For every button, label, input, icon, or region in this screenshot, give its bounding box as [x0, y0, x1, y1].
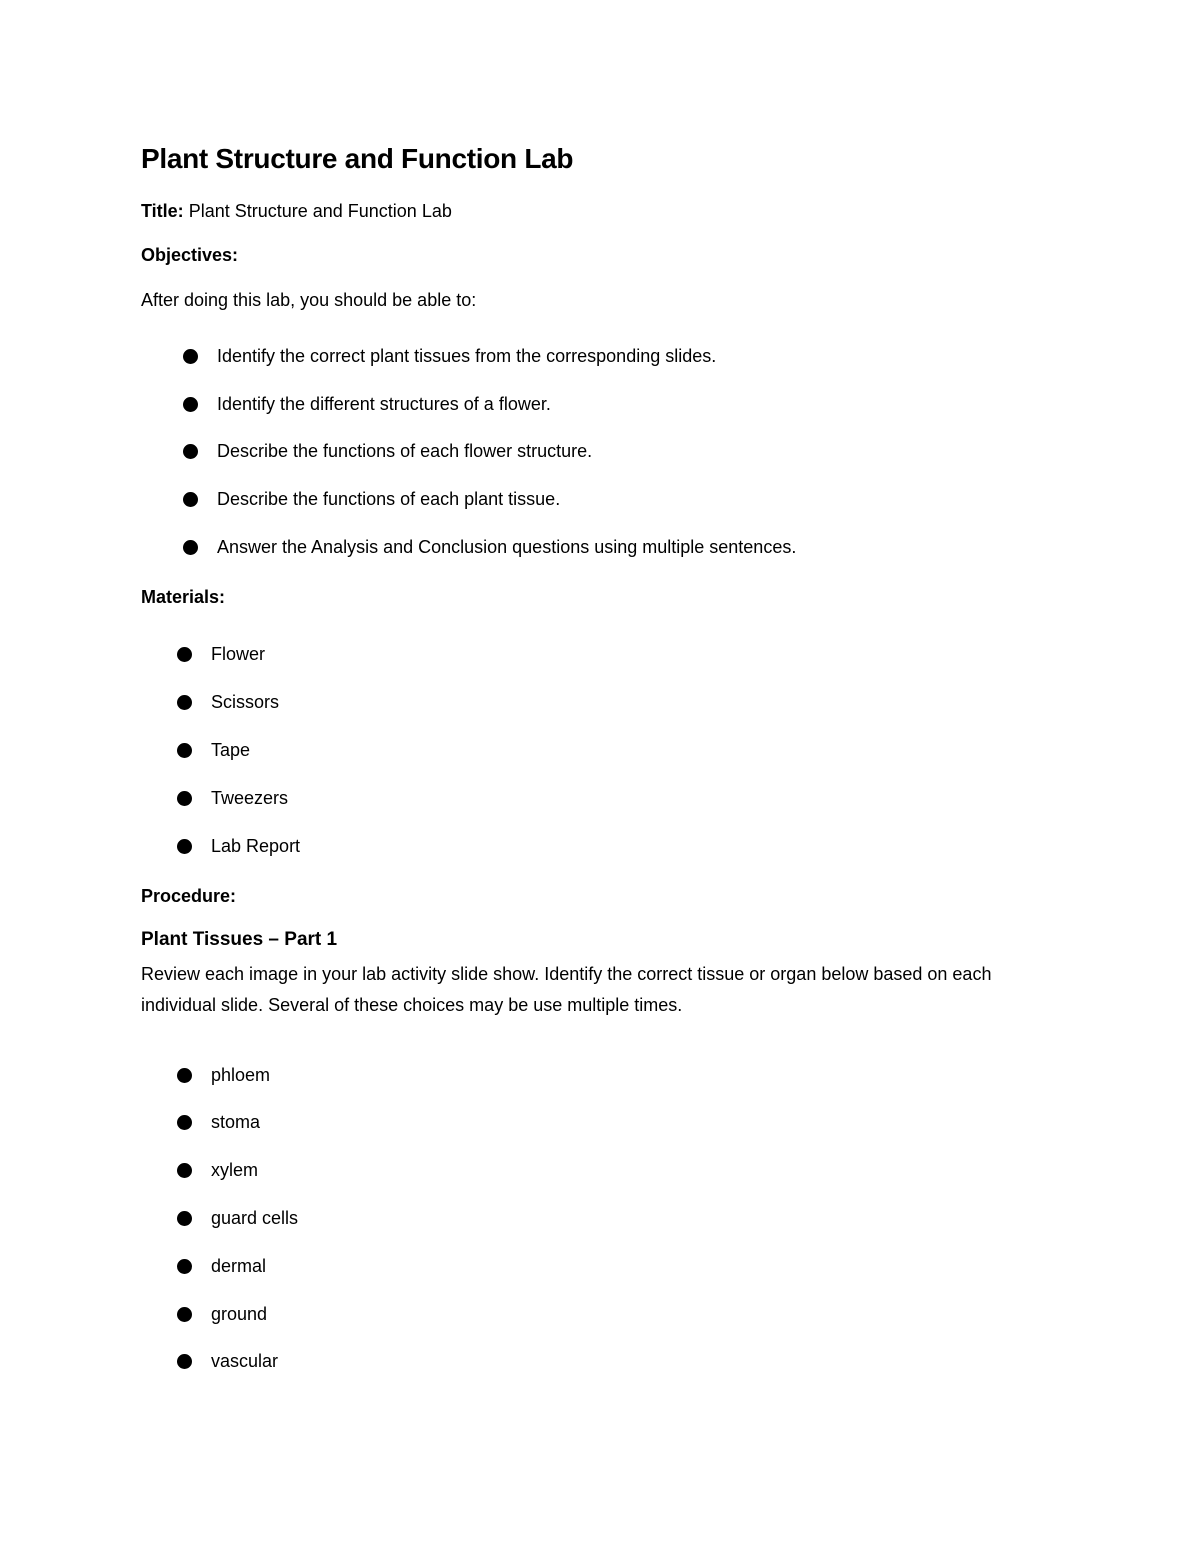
title-field [141, 201, 452, 222]
bullet-icon [183, 444, 198, 459]
objective-item [183, 534, 796, 560]
bullet-icon [177, 1068, 192, 1083]
material-text: Tweezers [211, 787, 289, 808]
bullet-icon [183, 492, 198, 507]
material-item [177, 737, 250, 763]
bullet-icon [177, 1259, 192, 1274]
material-item [177, 833, 300, 859]
tissue-choice-text: phloem [211, 1064, 271, 1085]
bullet-icon [177, 1115, 192, 1130]
objective-text: Describe the functions of each flower structure. [217, 440, 593, 461]
objective-text: Describe the functions of each plant tissue. [217, 488, 561, 509]
tissue-choice-text: ground [211, 1303, 268, 1324]
tissue-choice-text: xylem [211, 1159, 259, 1180]
tissue-choice-item [177, 1301, 267, 1327]
tissue-choice-text: stoma [211, 1111, 261, 1132]
procedure-heading: Procedure: [141, 886, 237, 906]
objective-item [183, 486, 560, 512]
title-field-label: Title: [141, 201, 184, 221]
document-title: Plant Structure and Function Lab [141, 143, 574, 174]
bullet-icon [177, 791, 192, 806]
objective-item [183, 391, 551, 417]
material-item [177, 785, 288, 811]
bullet-icon [177, 647, 192, 662]
materials-heading: Materials: [141, 587, 226, 607]
tissue-choice-item [177, 1062, 270, 1088]
bullet-icon [177, 743, 192, 758]
objective-item [183, 438, 592, 464]
tissue-choice-item [177, 1348, 278, 1374]
tissue-choice-text: guard cells [211, 1207, 299, 1228]
bullet-icon [183, 397, 198, 412]
tissue-choice-item [177, 1253, 266, 1279]
objective-item [183, 343, 716, 369]
tissue-choice-item [177, 1205, 298, 1231]
material-text: Lab Report [211, 835, 301, 856]
material-text: Flower [211, 643, 266, 664]
objective-text: Answer the Analysis and Conclusion questions using multiple sentences. [217, 536, 797, 557]
bullet-icon [177, 1354, 192, 1369]
tissue-choice-text: dermal [211, 1255, 267, 1276]
objectives-heading: Objectives: [141, 245, 239, 265]
tissue-choice-item [177, 1157, 258, 1183]
material-item [177, 641, 265, 667]
title-field-value: Plant Structure and Function Lab [188, 201, 452, 221]
material-item [177, 689, 279, 715]
objective-text: Identify the correct plant tissues from the corresponding slides. [217, 345, 717, 366]
bullet-icon [183, 540, 198, 555]
bullet-icon [183, 349, 198, 364]
tissue-choice-text: vascular [211, 1350, 279, 1371]
bullet-icon [177, 1211, 192, 1226]
objectives-intro: After doing this lab, you should be able to: [141, 290, 477, 310]
bullet-icon [177, 1163, 192, 1178]
bullet-icon [177, 839, 192, 854]
tissue-choice-item [177, 1109, 260, 1135]
bullet-icon [177, 1307, 192, 1322]
part1-instructions: Review each image in your lab activity slide show. Identify the correct tissue or organ below based on each individual slide. Several of these choices may be use multiple times. [141, 964, 992, 1015]
bullet-icon [177, 695, 192, 710]
material-text: Tape [211, 739, 251, 760]
material-text: Scissors [211, 691, 280, 712]
objective-text: Identify the different structures of a flower. [217, 393, 551, 414]
part1-heading: Plant Tissues – Part 1 [141, 929, 338, 950]
